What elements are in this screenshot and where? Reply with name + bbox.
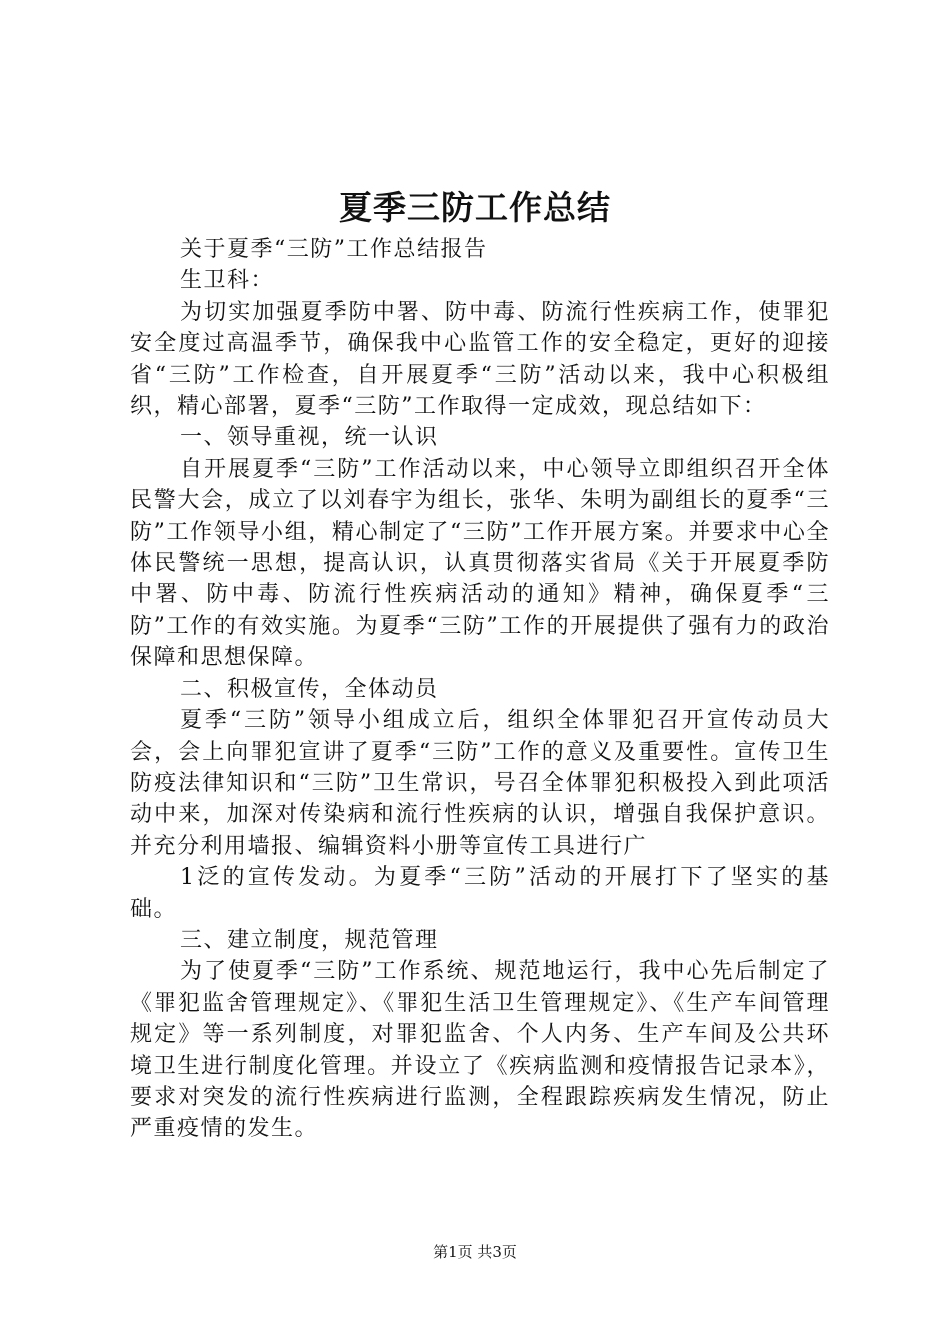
intro-paragraph: 为切实加强夏季防中署、防中毒、防流行性疾病工作，使罪犯安全度过高温季节，确保我中心监管工作的安全稳定，更好的迎接省“三防”工作检查，自开展夏季“三防”活动以来，我中心积极组织，精心部署，夏季“三防”工作取得一定成效，现总结如下： (130, 299, 830, 420)
section-heading-1: 一、领导重视，统一认识 (180, 425, 439, 451)
report-subtitle: 关于夏季“三防”工作总结报告 (180, 237, 488, 262)
section-3-paragraph: 为了使夏季“三防”工作系统、规范地运行，我中心先后制定了《罪犯监舍管理规定》、《罪犯生活卫生管理规定》、《生产车间管理规定》等一系列制度，对罪犯监舍、个人内务、生产车间及公共环境卫生进行制度化管理。并设立了《疾病监测和疫情报告记录本》，要求对突发的流行性疾病进行监测，全程跟踪疾病发生情况，防止严重疫情的发生。 (130, 959, 830, 1142)
document-body (130, 234, 830, 1145)
page-footer: 第1页 共3页 (433, 1243, 517, 1261)
section-2-paragraph: 夏季“三防”领导小组成立后，组织全体罪犯召开宣传动员大会，会上向罪犯宣讲了夏季“三防”工作的意义及重要性。宣传卫生防疫法律知识和“三防”卫生常识，号召全体罪犯积极投入到此项活动中来，加深对传染病和流行性疾病的认识，增强自我保护意识。并充分利用墙报、编辑资料小册等宣传工具进行广 (130, 708, 830, 859)
section-2-continuation: 1泛的宣传发动。为夏季“三防”活动的开展打下了坚实的基础。 (130, 865, 830, 922)
recipient-line: 生卫科： (180, 268, 275, 294)
section-heading-3: 三、建立制度，规范管理 (180, 927, 439, 953)
section-1-paragraph: 自开展夏季“三防”工作活动以来，中心领导立即组织召开全体民警大会，成立了以刘春宇为组长，张华、朱明为副组长的夏季“三防”工作领导小组，精心制定了“三防”工作开展方案。并要求中心全体民警统一思想，提高认识，认真贯彻落实省局《关于开展夏季防中署、防中毒、防流行性疾病活动的通知》精神，确保夏季“三防”工作的有效实施。为夏季“三防”工作的开展提供了强有力的政治保障和思想保障。 (130, 456, 830, 671)
document-title: 夏季三防工作总结 (339, 188, 611, 227)
section-heading-2: 二、积极宣传，全体动员 (180, 676, 439, 702)
